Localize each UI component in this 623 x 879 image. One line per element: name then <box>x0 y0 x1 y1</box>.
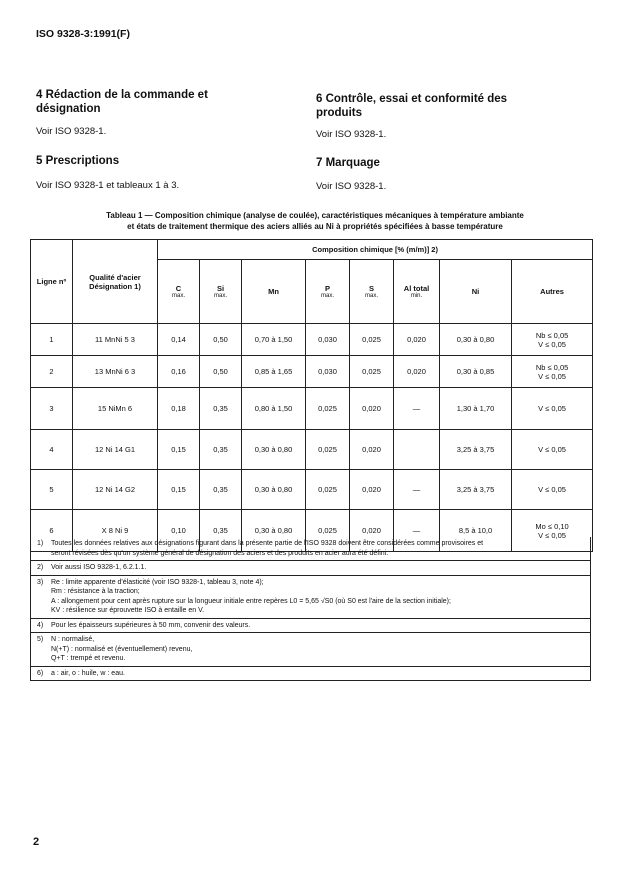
cell-ligne: 3 <box>31 388 73 430</box>
cell-s: 0,025 <box>350 356 394 388</box>
cell-s: 0,025 <box>350 324 394 356</box>
table-caption: Tableau 1 — Composition chimique (analyse de coulée), caractéristiques mécaniques à température ambiante et états de traitement thermique des aciers alliés au Ni à propriétés spécifiées à basse température <box>106 211 524 231</box>
table-row <box>31 324 593 356</box>
cell-ligne: 6 <box>31 510 73 552</box>
cell-autres: Nb ≤ 0,05 V ≤ 0,05 <box>512 356 593 388</box>
section-4-title: 4 Rédaction de la commande et désignation <box>36 89 208 115</box>
col-header-qualite: Qualité d'acier Désignation 1) <box>73 240 158 324</box>
document-header: ISO 9328-3:1991(F) <box>36 28 130 40</box>
cell-al <box>394 430 440 470</box>
note-1: 1) Toutes les données relatives aux désignations figurant dans la présente partie de l'ISO 9328 doivent être considérées comme provisoires et seront révisées dès qu'un système général de désignation des aciers et des produits en acier aura été défini. <box>37 540 484 557</box>
cell-autres: Mo ≤ 0,10 V ≤ 0,05 <box>512 510 593 552</box>
cell-mn: 0,80 à 1,50 <box>242 388 306 430</box>
table-row <box>31 356 593 388</box>
cell-ligne: 2 <box>31 356 73 388</box>
cell-s: 0,020 <box>350 430 394 470</box>
cell-c: 0,15 <box>158 470 200 510</box>
section-6-body: Voir ISO 9328-1. <box>316 129 387 140</box>
cell-c: 0,10 <box>158 510 200 552</box>
cell-si: 0,50 <box>200 356 242 388</box>
note-4: 4) Pour les épaisseurs supérieures à 50 mm, convenir des valeurs. <box>31 618 590 633</box>
note-2: 2) Voir aussi ISO 9328-1, 6.2.1.1. <box>31 560 590 575</box>
col-header-composition: Composition chimique [% (m/m)] 2) <box>158 240 593 260</box>
cell-al: 0,020 <box>394 356 440 388</box>
cell-c: 0,15 <box>158 430 200 470</box>
cell-p: 0,030 <box>306 324 350 356</box>
note-5: 5) N : normalisé, N(+T) : normalisé et (éventuellement) revenu, Q+T : trempé et revenu. <box>31 632 590 666</box>
page-number: 2 <box>33 836 40 848</box>
cell-al: — <box>394 510 440 552</box>
col-header: P max. <box>306 260 350 324</box>
section-5-body: Voir ISO 9328-1 et tableaux 1 à 3. <box>36 180 180 191</box>
cell-s: 0,020 <box>350 470 394 510</box>
cell-mn: 0,30 à 0,80 <box>242 510 306 552</box>
cell-c: 0,14 <box>158 324 200 356</box>
col-header: S max. <box>350 260 394 324</box>
cell-s: 0,020 <box>350 388 394 430</box>
col-header: Autres <box>512 260 593 324</box>
section-7-title: 7 Marquage <box>316 157 380 169</box>
cell-ni: 8,5 à 10,0 <box>440 510 512 552</box>
composition-table <box>30 239 593 552</box>
cell-s: 0,020 <box>350 510 394 552</box>
cell-ligne: 4 <box>31 430 73 470</box>
cell-autres: V ≤ 0,05 <box>512 430 593 470</box>
cell-mn: 0,30 à 0,80 <box>242 430 306 470</box>
cell-mn: 0,85 à 1,65 <box>242 356 306 388</box>
table-row <box>31 430 593 470</box>
cell-ni: 0,30 à 0,80 <box>440 324 512 356</box>
cell-p: 0,025 <box>306 430 350 470</box>
cell-ni: 0,30 à 0,85 <box>440 356 512 388</box>
table-notes <box>30 537 591 681</box>
col-header: Al total min. <box>394 260 440 324</box>
section-5-title: 5 Prescriptions <box>36 155 120 167</box>
cell-mn: 0,70 à 1,50 <box>242 324 306 356</box>
cell-c: 0,16 <box>158 356 200 388</box>
cell-qualite: X 8 Ni 9 <box>73 510 158 552</box>
cell-si: 0,50 <box>200 324 242 356</box>
section-4-body: Voir ISO 9328-1. <box>36 126 107 137</box>
cell-autres: V ≤ 0,05 <box>512 470 593 510</box>
cell-p: 0,025 <box>306 388 350 430</box>
cell-al: — <box>394 388 440 430</box>
col-header-ligne: Ligne nº <box>31 240 73 324</box>
table-row <box>31 388 593 430</box>
cell-qualite: 12 Ni 14 G1 <box>73 430 158 470</box>
cell-ni: 3,25 à 3,75 <box>440 470 512 510</box>
section-7-body: Voir ISO 9328-1. <box>316 181 387 192</box>
cell-qualite: 11 MnNi 5 3 <box>73 324 158 356</box>
cell-autres: Nb ≤ 0,05 V ≤ 0,05 <box>512 324 593 356</box>
note-3: 3) Re : limite apparente d'élasticité (voir ISO 9328-1, tableau 3, note 4); Rm : résistance à la traction; A : allongement pour cent après rupture sur la longueur initiale entre repères L0 = 5,65 √S0 (où S0 est l'aire de la section initiale); KV : résilience sur éprouvette ISO à entaille en V. <box>31 575 590 618</box>
cell-si: 0,35 <box>200 388 242 430</box>
cell-p: 0,025 <box>306 510 350 552</box>
cell-qualite: 13 MnNi 6 3 <box>73 356 158 388</box>
col-header: Si max. <box>200 260 242 324</box>
col-header: Ni <box>440 260 512 324</box>
cell-autres: V ≤ 0,05 <box>512 388 593 430</box>
cell-p: 0,030 <box>306 356 350 388</box>
cell-ni: 3,25 à 3,75 <box>440 430 512 470</box>
cell-si: 0,35 <box>200 470 242 510</box>
section-6-title: 6 Contrôle, essai et conformité des produits <box>316 93 508 119</box>
cell-c: 0,18 <box>158 388 200 430</box>
cell-al: 0,020 <box>394 324 440 356</box>
cell-ligne: 1 <box>31 324 73 356</box>
note-6: 6) a : air, o : huile, w : eau. <box>31 666 590 681</box>
cell-ni: 1,30 à 1,70 <box>440 388 512 430</box>
cell-al: — <box>394 470 440 510</box>
table-row <box>31 470 593 510</box>
cell-p: 0,025 <box>306 470 350 510</box>
cell-mn: 0,30 à 0,80 <box>242 470 306 510</box>
cell-si: 0,35 <box>200 430 242 470</box>
cell-ligne: 5 <box>31 470 73 510</box>
cell-qualite: 12 Ni 14 G2 <box>73 470 158 510</box>
col-header: Mn <box>242 260 306 324</box>
cell-qualite: 15 NiMn 6 <box>73 388 158 430</box>
cell-si: 0,35 <box>200 510 242 552</box>
col-header: C max. <box>158 260 200 324</box>
